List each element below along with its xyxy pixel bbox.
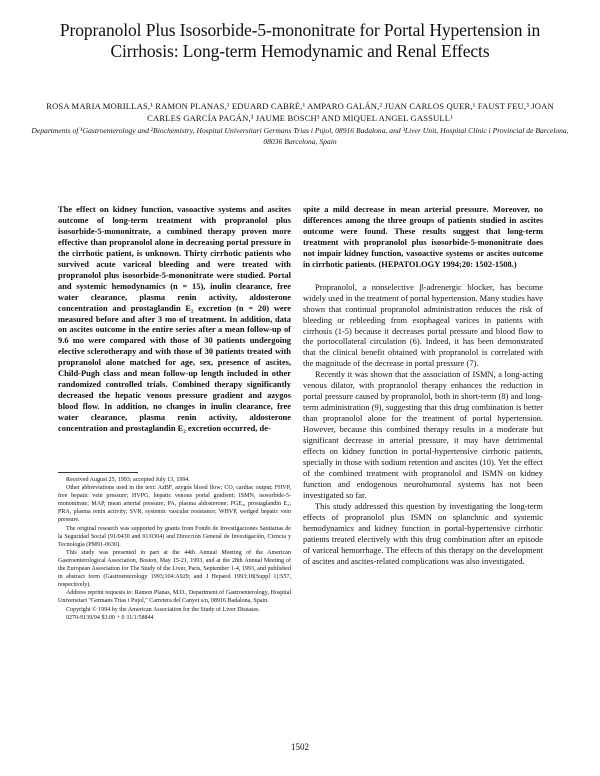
- footnote-reprints: Address reprint requests to: Ramon Planas, M.D., Department of Gastroenterology, Hospital Universitari "Germans Trias i Pujol," Carretera del Canyet s/n, 08916 Badalona, Spain.: [58, 590, 291, 605]
- footnote-copyright: Copyright © 1994 by the American Association for the Study of Liver Diseases.: [66, 606, 260, 613]
- right-column: [303, 204, 543, 567]
- body-paragraph: This study addressed this question by investigating the long-term effects of propranolol plus ISMN on splanchnic and systemic hemodynamics and kidney function in portal-hypertensive cirrhotic patients treated electively with this drug combination after an episode of variceal hemorrhage. The effects of this therapy on the development of ascites and ascites-related complications was also investigated.: [303, 500, 543, 566]
- article-title: Propranolol Plus Isosorbide-5-mononitrate for Portal Hypertension in Cirrhosis: Long-term Hemodynamic and Renal Effects: [59, 20, 541, 61]
- section-gap: [303, 270, 543, 282]
- affiliations: Departments of ¹Gastroenterology and ²Biochemistry, Hospital Universitari Germans Trias i Pujol, 08916 Badalona, and ³Liver Unit, Hospital Clínic i Provincial de Barcelona, 08036 Barcelona, Spain: [31, 126, 569, 146]
- footnote-funding: The original research was supported by grants from Fondo de Investigaciones Sanitarias de la Seguridad Social (91/0430 and 91/0304) and Dirección General de Investigación, Ciencia y Tecnología (PM91-0630).: [58, 525, 291, 548]
- page-number: 1502: [291, 742, 309, 752]
- abstract-left: The effect on kidney function, vasoactive systems and ascites outcome of long-term treatment with propranolol plus isosorbide-5-mononitrate, a combined therapy proven more effective than propranolol alone in decreasing portal pressure in the cirrhotic patient, is unknown. Thirty cirrhotic patients who survived acute variceal bleeding and were treated with propranolol plus isosorbide-5-mononitrate were studied. Portal and systemic hemodynamics (n = 15), inulin clearance, free water clearance, plasma renin activity, aldosterone concentration and prostaglandin E₂ excretion (n = 20) were measured before and after 3 mo of treatment. In addition, data on ascites outcome in the entire series after a mean follow-up of 9.6 mo were compared with those of 30 patients undergoing elective sclerotherapy and with those of 30 patients treated with propranolol alone matched for age, sex, presence of ascites, Child-Pugh class and mean follow-up length included in other randomized controlled trials. Combined therapy significantly decreased the hepatic venous pressure gradient and azygos blood flow. In addition, no changes in inulin clearance, free water clearance, plasma renin activity, aldosterone concentration and prostaglandin E₂ excretion occurred, de-: [58, 204, 291, 434]
- body-paragraph: Recently it was shown that the association of ISMN, a long-acting venous dilator, with propranolol therapy enhances the reduction in portal pressure caused by propranolol, both in short-term (8) and long-term administration (9), suggesting that this drug combination is better than propranolol alone for the treatment of portal hypertension. However, because this combined therapy results in a moderate but significant decrease in arterial pressure, it may have detrimental effects on kidney function in portal-hypertensive cirrhotic patients, specially in those with sodium retention and ascites (10). Yet the effect of the combined treatment with propranolol and ISMN on kidney function and endogenous neurohumoral systems has not been investigated so far.: [303, 369, 543, 500]
- author-list: ROSA MARIA MORILLAS,¹ RAMON PLANAS,¹ EDUARD CABRÉ,¹ AMPARO GALÁN,² JUAN CARLOS QUER,¹ FAUST FEU,³ JOAN CARLES GARCÍA PAGÁN,³ JAUME BOSCH³ AND MIQUEL ANGEL GASSULL¹: [46, 101, 554, 123]
- footnote-abbreviations: Other abbreviations used in the text: AzBF, azygos blood flow; CO, cardiac output; FHVP, free hepatic vein pressure; HVPG, hepatic venous portal gradient; ISMN, isosorbide-5-mononitrate; MAP, mean arterial pressure; PA, plasma aldosterone; PGE₂, prostaglandin E₂; PRA, plasma renin activity; SVR, systemic vascular resistance; WHVP, wedged hepatic vein pressure.: [58, 485, 291, 524]
- footnote-presented: This study was presented in part at the 44th Annual Meeting of the American Gastroenterological Association, Boston, May 15-21, 1993, and at the 28th Annual Meeting of the European Association for The Study of the Liver, Paris, September 1-4, 1993, and published in abstract form (Gastroenterology 1993;104:A929; and J Hepatol 1993;18(Suppl 1):S57, respectively).: [58, 549, 291, 589]
- body-paragraph: Propranolol, a nonselective β-adrenergic blocker, has become widely used in the treatment of portal hypertension. Many studies have shown that continual propranolol administration reduces the risk of bleeding or rebleeding from esophageal varices in patients with cirrhosis (1-5) because it decreases portal pressure and blood flow to the portocollateral circulation (6). Indeed, it has been demonstrated that the clinical benefit obtained with propranolol is correlated with the magnitude of the decrease in portal pressure (7).: [303, 281, 543, 369]
- footnote-rule: [58, 472, 138, 473]
- footnotes: [58, 476, 291, 622]
- footnote-received: Received August 25, 1993; accepted July 13, 1994.: [66, 477, 190, 483]
- abstract-right: spite a mild decrease in mean arterial pressure. Moreover, no differences among the three groups of patients studied in ascites outcome were found. These results suggest that long-term treatment with propranolol plus isosorbide-5-mononitrate does not impair kidney function, vasoactive systems or ascites outcome in cirrhotic patients. (HEPATOLOGY 1994;20: 1502-1508.): [303, 204, 543, 269]
- footnote-code: 0270-9139/94 $3.00 + 0 31/1/58844: [66, 614, 154, 621]
- left-column: [58, 204, 291, 434]
